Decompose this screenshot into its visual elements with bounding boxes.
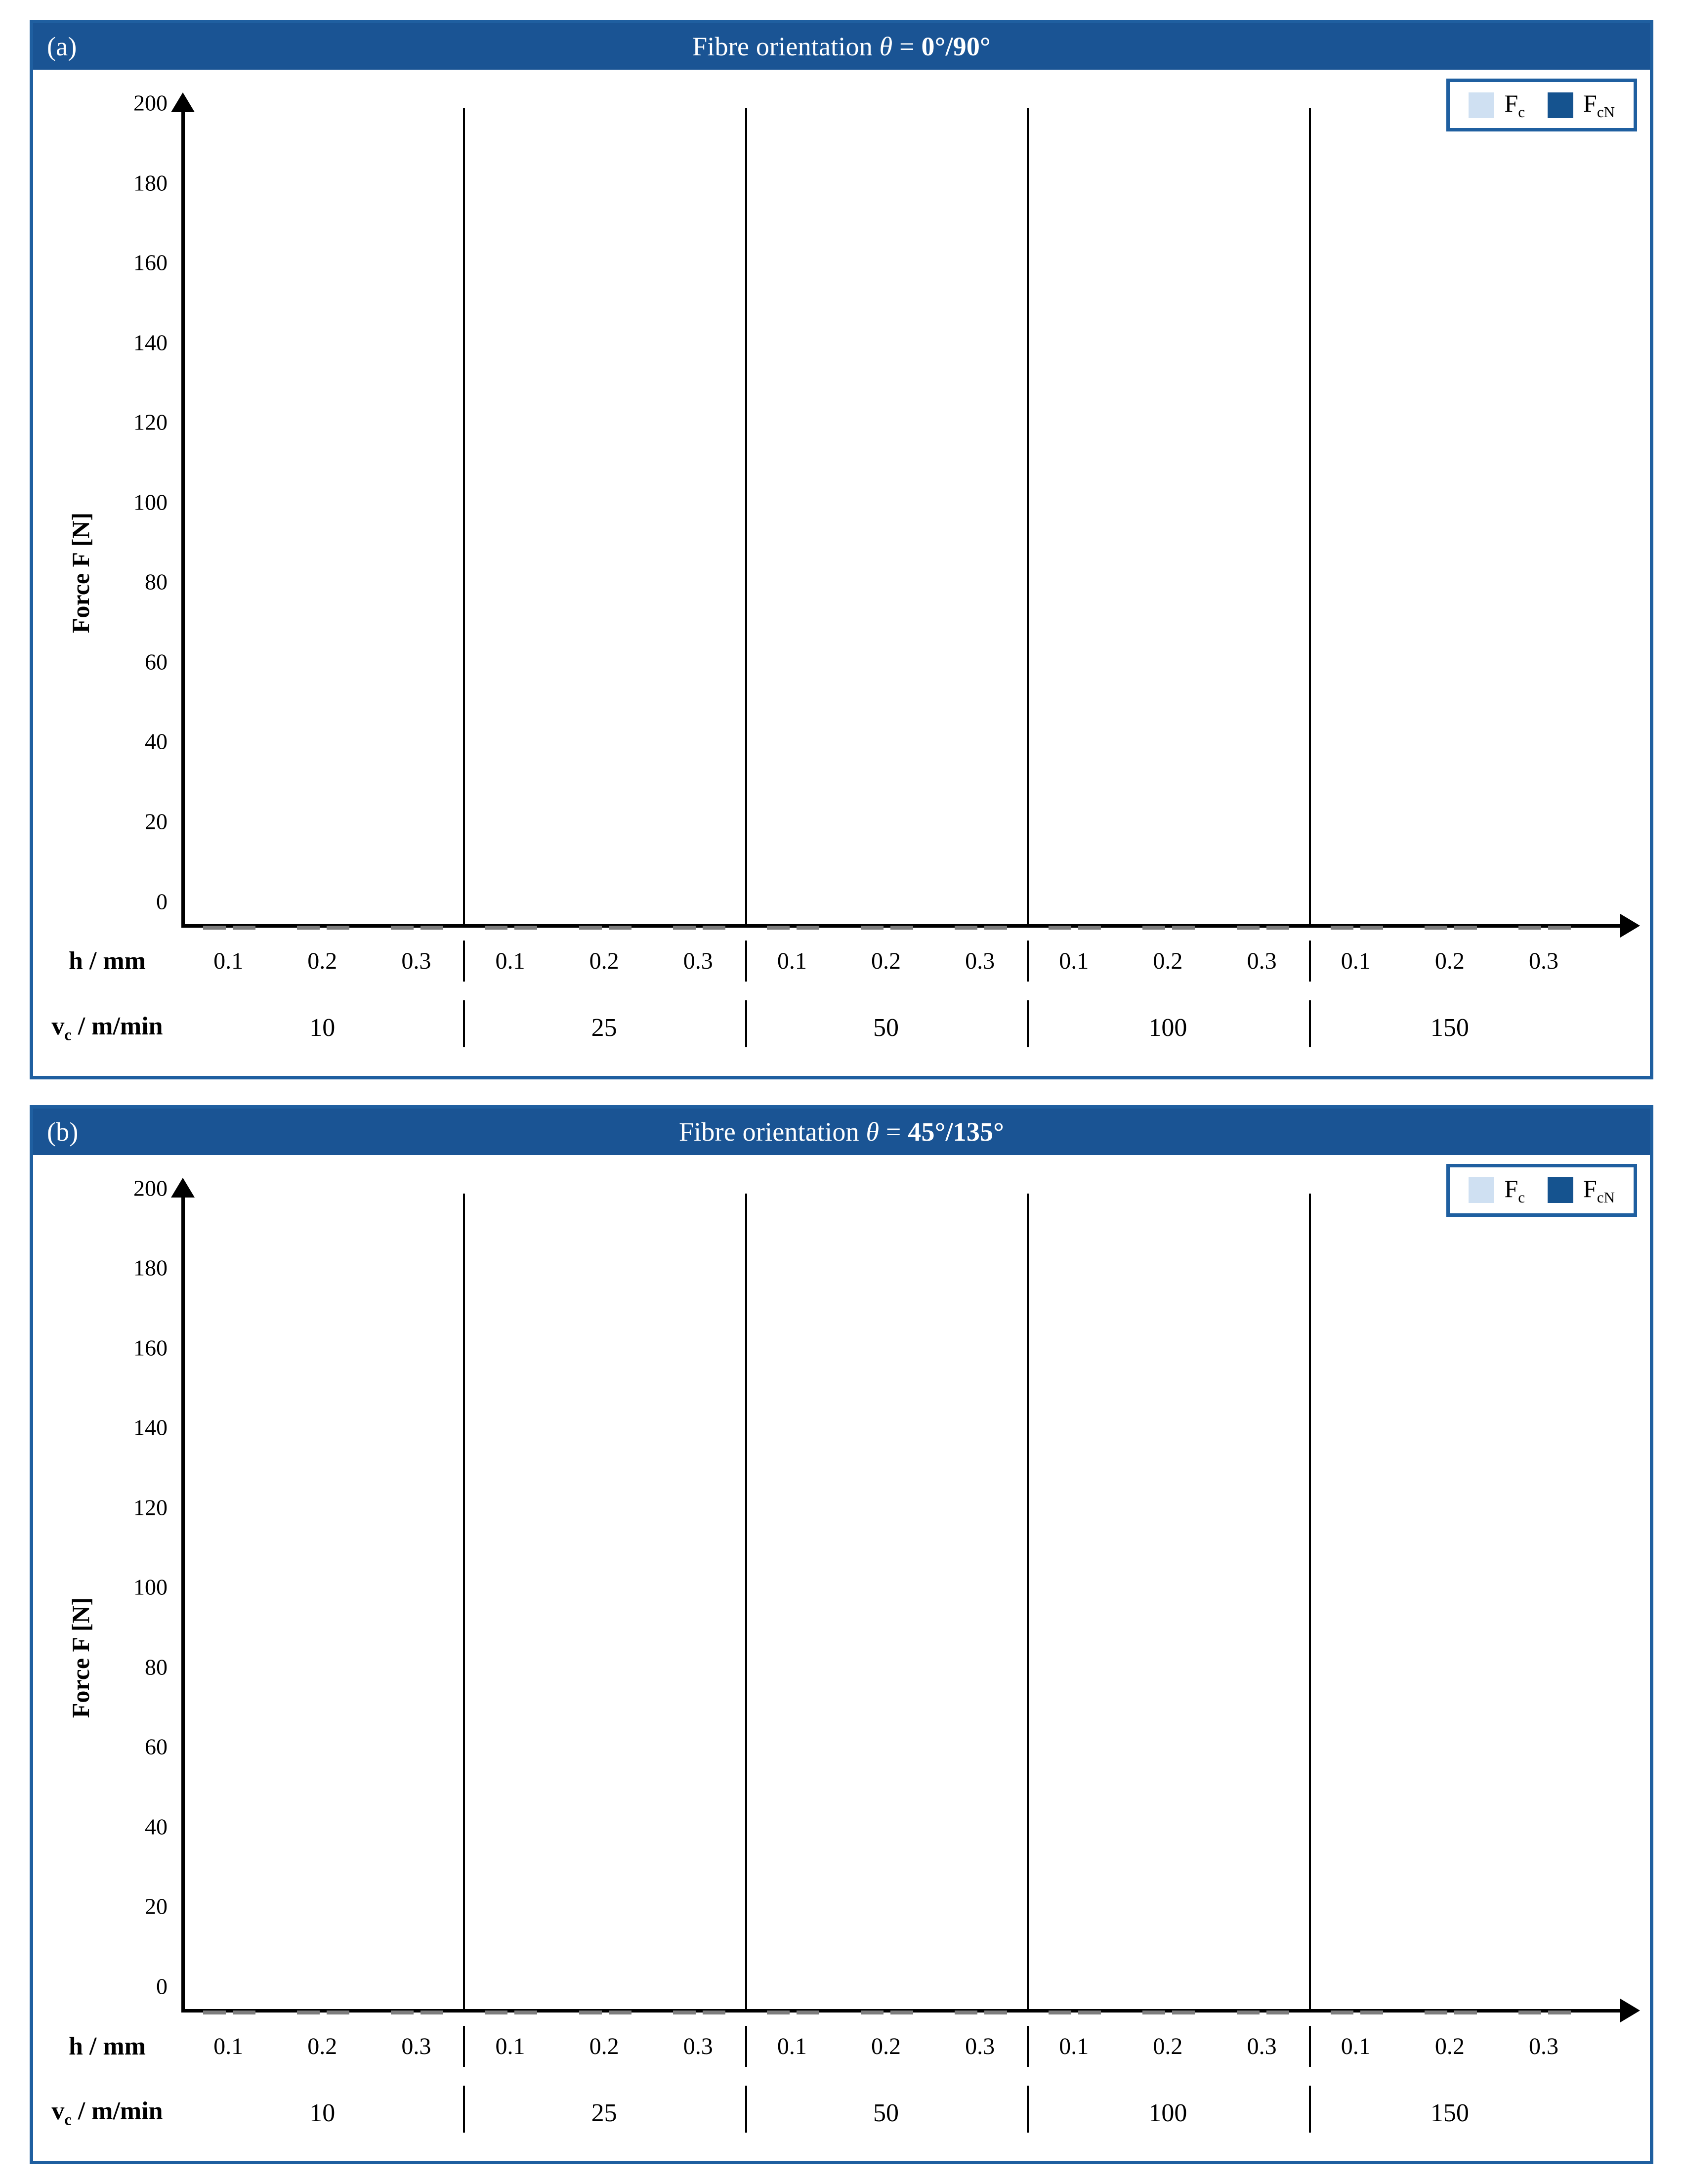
h-value: 0.2 bbox=[307, 2033, 337, 2059]
panel-a-body bbox=[33, 70, 1650, 1076]
legend-label-fcn: $F_{cN}$ bbox=[1583, 89, 1615, 121]
h-value: 0.3 bbox=[1528, 2033, 1558, 2059]
h-value: 0.2 bbox=[1434, 948, 1465, 974]
bar-groups-a bbox=[181, 129, 1591, 928]
y-tick-label: 200 bbox=[133, 1175, 168, 1200]
bar-pair bbox=[1027, 129, 1121, 928]
bar-pair bbox=[1121, 1214, 1215, 2013]
h-value: 0.1 bbox=[495, 948, 525, 974]
vc-value: 50 bbox=[873, 1014, 899, 1042]
panel-a-header bbox=[33, 23, 1650, 70]
y-tick-label: 140 bbox=[133, 330, 168, 355]
bar-pair bbox=[1215, 1214, 1309, 2013]
bar-pair bbox=[933, 129, 1027, 928]
vc-value: 25 bbox=[591, 1014, 617, 1042]
panel-b bbox=[30, 1105, 1653, 2165]
vc-row-label-a: $v_c / m/\min$ bbox=[51, 1012, 163, 1044]
panel-b-header bbox=[33, 1109, 1650, 1155]
legend-sub-fcn-b: cN bbox=[1597, 1188, 1615, 1206]
vc-group bbox=[1309, 2098, 1591, 2128]
h-value: 0.2 bbox=[1153, 2033, 1183, 2059]
bar-group bbox=[1027, 129, 1308, 928]
vc-group bbox=[181, 2098, 463, 2128]
panel-b-label: (b) bbox=[47, 1116, 79, 1147]
h-row-label-a: h / mm bbox=[69, 947, 146, 975]
legend-sub-fc: c bbox=[1518, 103, 1525, 121]
h-row-cells-b bbox=[181, 2033, 1591, 2060]
y-tick-label: 120 bbox=[133, 1495, 168, 1520]
h-value: 0.2 bbox=[307, 948, 337, 974]
h-value: 0.1 bbox=[777, 948, 807, 974]
vc-value: 100 bbox=[1148, 1014, 1187, 1042]
h-group bbox=[745, 947, 1027, 975]
panel-b-body bbox=[33, 1155, 1650, 2161]
h-value: 0.3 bbox=[683, 948, 713, 974]
y-tick-label: 140 bbox=[133, 1414, 168, 1440]
h-value: 0.2 bbox=[589, 948, 619, 974]
h-value: 0.2 bbox=[871, 948, 901, 974]
legend-swatch-fc-icon-b bbox=[1469, 1177, 1494, 1203]
legend-item-fc bbox=[1469, 89, 1525, 121]
h-group bbox=[463, 2033, 745, 2060]
legend-swatch-fcn-icon-b bbox=[1548, 1177, 1573, 1203]
legend-label-fcn-b: $F_{cN}$ bbox=[1583, 1174, 1615, 1206]
h-value: 0.2 bbox=[589, 2033, 619, 2059]
bar-pair bbox=[651, 129, 745, 928]
y-tick-label: 160 bbox=[133, 1335, 168, 1361]
bar-pair bbox=[839, 129, 933, 928]
vc-group bbox=[745, 1013, 1027, 1042]
y-tick-label: 80 bbox=[145, 1654, 168, 1680]
category-table-a bbox=[33, 932, 1650, 1065]
h-value: 0.1 bbox=[1059, 2033, 1089, 2059]
vc-value: 25 bbox=[591, 2098, 617, 2127]
bar-groups-b bbox=[181, 1214, 1591, 2013]
h-value: 0.3 bbox=[1247, 948, 1277, 974]
h-value: 0.3 bbox=[1247, 2033, 1277, 2059]
vc-group bbox=[181, 1013, 463, 1042]
y-tick-label: 20 bbox=[145, 1893, 168, 1919]
vc-group bbox=[1309, 1013, 1591, 1042]
bar-pair bbox=[1121, 129, 1215, 928]
bar-pair bbox=[369, 129, 463, 928]
bar-group bbox=[181, 1214, 463, 2013]
vc-row-b bbox=[33, 2081, 1650, 2145]
h-row-a bbox=[33, 932, 1650, 991]
y-tick-label: 80 bbox=[145, 569, 168, 595]
h-group bbox=[1027, 2033, 1308, 2060]
y-tick-label: 0 bbox=[156, 1973, 168, 1999]
y-tick-label: 160 bbox=[133, 250, 168, 275]
vc-row-cells-b bbox=[181, 2098, 1591, 2128]
h-value: 0.1 bbox=[1341, 2033, 1371, 2059]
legend-a bbox=[1446, 79, 1637, 131]
bar-pair bbox=[369, 1214, 463, 2013]
bar-pair bbox=[1309, 1214, 1403, 2013]
bar-pair bbox=[1403, 1214, 1497, 2013]
bar-pair bbox=[463, 129, 557, 928]
legend-sub-fcn: cN bbox=[1597, 103, 1615, 121]
h-value: 0.1 bbox=[777, 2033, 807, 2059]
h-value: 0.1 bbox=[495, 2033, 525, 2059]
bar-pair bbox=[463, 1214, 557, 2013]
vc-value: 50 bbox=[873, 2098, 899, 2127]
y-tick-label: 100 bbox=[133, 1574, 168, 1600]
vc-group bbox=[463, 1013, 745, 1042]
panel-a bbox=[30, 20, 1653, 1079]
panel-a-label: (a) bbox=[47, 32, 77, 61]
h-value: 0.1 bbox=[1341, 948, 1371, 974]
vc-group bbox=[1027, 1013, 1308, 1042]
h-group bbox=[1027, 947, 1308, 975]
vc-value: 100 bbox=[1148, 2098, 1187, 2127]
legend-item-fc-b bbox=[1469, 1174, 1525, 1206]
y-tick-label: 100 bbox=[133, 489, 168, 515]
legend-label-fc: $F_c$ bbox=[1504, 89, 1525, 121]
bar-pair bbox=[839, 1214, 933, 2013]
h-row-b bbox=[33, 2016, 1650, 2076]
y-tick-label: 60 bbox=[145, 649, 168, 675]
vc-value: 10 bbox=[309, 1014, 336, 1042]
bar-group bbox=[745, 129, 1027, 928]
h-value: 0.3 bbox=[401, 948, 431, 974]
y-tick-label: 180 bbox=[133, 1255, 168, 1281]
h-value: 0.3 bbox=[965, 948, 995, 974]
bar-pair bbox=[181, 1214, 275, 2013]
h-group bbox=[463, 947, 745, 975]
h-value: 0.3 bbox=[1528, 948, 1558, 974]
legend-sub-fc-b: c bbox=[1518, 1188, 1525, 1206]
h-value: 0.1 bbox=[213, 948, 244, 974]
y-axis-title-a: Force F [N] bbox=[67, 512, 94, 633]
y-tick-label: 200 bbox=[133, 90, 168, 116]
y-tick-label: 180 bbox=[133, 170, 168, 196]
vc-row-cells-a bbox=[181, 1013, 1591, 1042]
vc-group bbox=[463, 2098, 745, 2128]
vc-group bbox=[745, 2098, 1027, 2128]
h-value: 0.3 bbox=[965, 2033, 995, 2059]
h-group bbox=[1309, 2033, 1591, 2060]
h-group bbox=[181, 947, 463, 975]
h-group bbox=[1309, 947, 1591, 975]
bar-pair bbox=[1309, 129, 1403, 928]
h-value: 0.2 bbox=[1434, 2033, 1465, 2059]
bar-group bbox=[1309, 1214, 1591, 2013]
h-value: 0.3 bbox=[401, 2033, 431, 2059]
y-tick-label: 0 bbox=[156, 889, 168, 914]
bar-pair bbox=[745, 1214, 839, 2013]
bar-pair bbox=[275, 129, 369, 928]
bar-pair bbox=[1497, 1214, 1591, 2013]
vc-row-a bbox=[33, 996, 1650, 1060]
y-tick-label: 120 bbox=[133, 409, 168, 435]
bar-pair bbox=[557, 1214, 651, 2013]
bar-group bbox=[463, 129, 745, 928]
bar-pair bbox=[181, 129, 275, 928]
vc-value: 150 bbox=[1430, 1014, 1469, 1042]
panel-a-title: Fibre orientation θ = 0°/90° bbox=[692, 32, 991, 61]
bar-pair bbox=[557, 129, 651, 928]
bar-pair bbox=[1215, 129, 1309, 928]
bar-group bbox=[745, 1214, 1027, 2013]
h-value: 0.2 bbox=[1153, 948, 1183, 974]
y-tick-label: 60 bbox=[145, 1734, 168, 1759]
h-value: 0.3 bbox=[683, 2033, 713, 2059]
bar-pair bbox=[651, 1214, 745, 2013]
bar-pair bbox=[933, 1214, 1027, 2013]
vc-row-label-b: $v_c / m/\min$ bbox=[51, 2097, 163, 2129]
legend-b bbox=[1446, 1164, 1637, 1217]
bar-pair bbox=[1497, 129, 1591, 928]
category-table-b bbox=[33, 2016, 1650, 2150]
bar-group bbox=[463, 1214, 745, 2013]
bar-group bbox=[1309, 129, 1591, 928]
legend-item-fcn-b bbox=[1548, 1174, 1615, 1206]
h-group bbox=[745, 2033, 1027, 2060]
y-axis-title-b: Force F [N] bbox=[67, 1597, 94, 1718]
h-row-label-b: h / mm bbox=[69, 2032, 146, 2060]
y-tick-label: 20 bbox=[145, 809, 168, 834]
vc-group bbox=[1027, 2098, 1308, 2128]
h-row-cells-a bbox=[181, 947, 1591, 975]
bar-group bbox=[181, 129, 463, 928]
legend-swatch-fc-icon bbox=[1469, 92, 1494, 118]
panel-b-title: Fibre orientation θ = 45°/135° bbox=[678, 1116, 1005, 1147]
legend-swatch-fcn-icon bbox=[1548, 92, 1573, 118]
h-value: 0.1 bbox=[213, 2033, 244, 2059]
bar-pair bbox=[1027, 1214, 1121, 2013]
bar-group bbox=[1027, 1214, 1308, 2013]
h-value: 0.2 bbox=[871, 2033, 901, 2059]
vc-value: 10 bbox=[309, 2098, 336, 2127]
h-value: 0.1 bbox=[1059, 948, 1089, 974]
y-tick-label: 40 bbox=[145, 728, 168, 754]
bar-pair bbox=[745, 129, 839, 928]
h-group bbox=[181, 2033, 463, 2060]
y-tick-label: 40 bbox=[145, 1814, 168, 1840]
bar-pair bbox=[1403, 129, 1497, 928]
vc-value: 150 bbox=[1430, 2098, 1469, 2127]
legend-label-fc-b: $F_c$ bbox=[1504, 1174, 1525, 1206]
bar-pair bbox=[275, 1214, 369, 2013]
legend-item-fcn bbox=[1548, 89, 1615, 121]
